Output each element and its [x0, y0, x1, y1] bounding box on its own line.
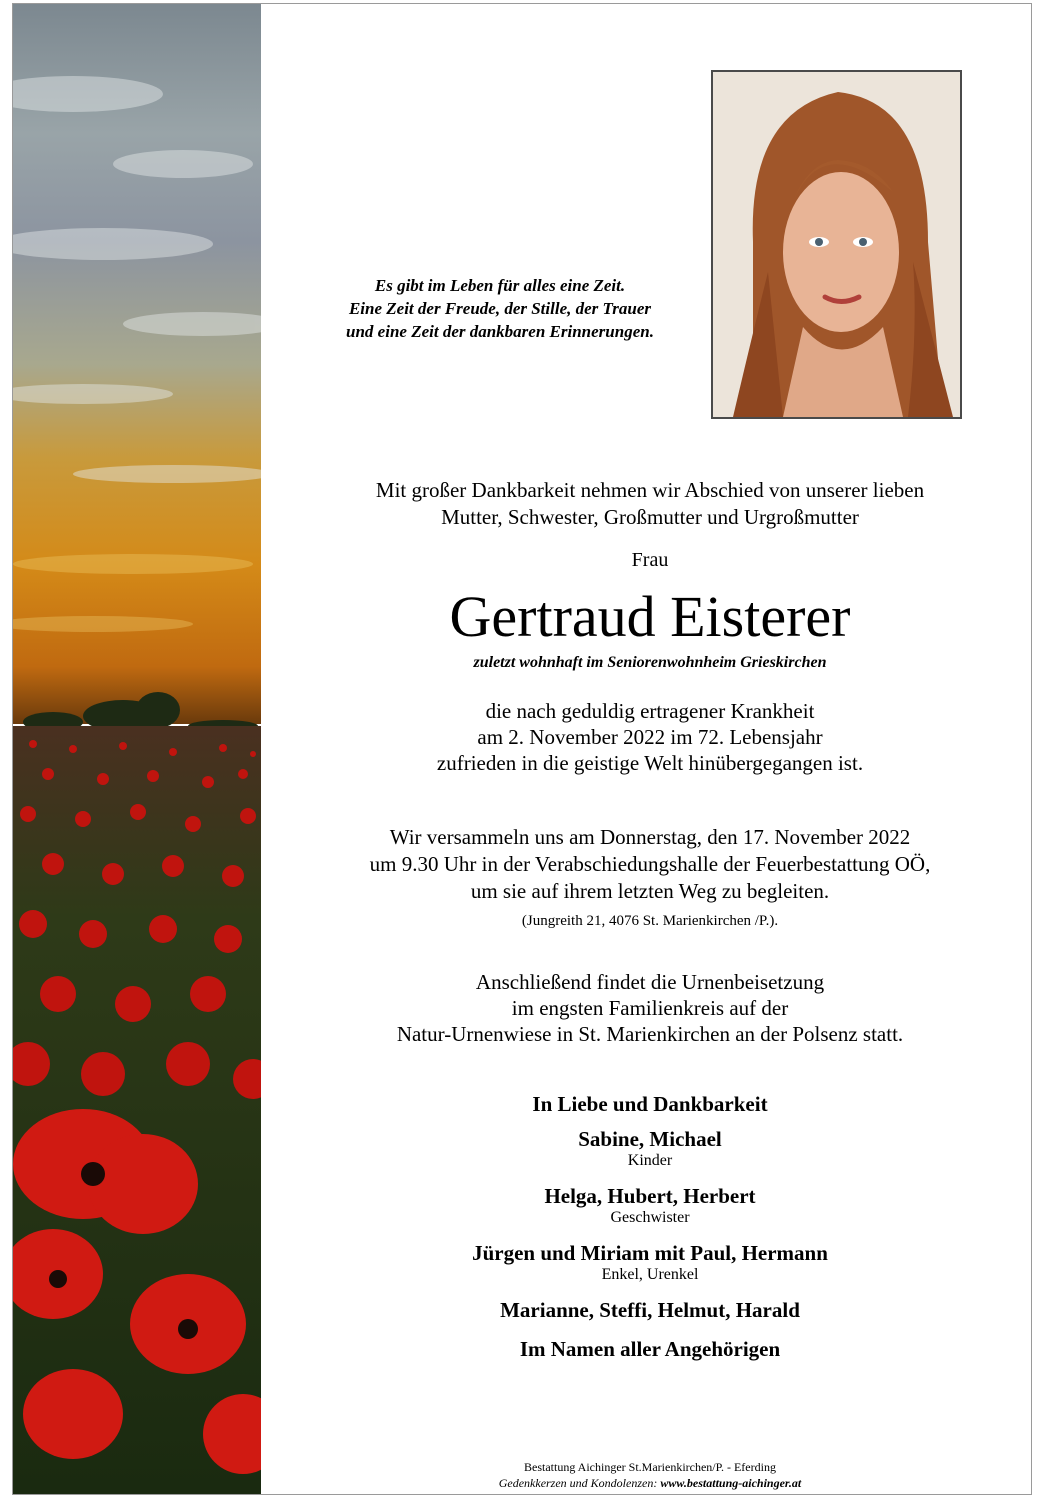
service-line: um 9.30 Uhr in der Verabschiedungshalle der Feuerbestattung OÖ, — [369, 852, 931, 876]
footer-condolences-label: Gedenkkerzen und Kondolenzen: — [498, 1476, 661, 1490]
quote-line: Eine Zeit der Freude, der Stille, der Trauer — [348, 299, 652, 318]
mourners-list — [300, 1127, 1000, 1362]
mourner-names: Helga, Hubert, Herbert — [544, 1184, 756, 1208]
poem-quote — [300, 274, 700, 343]
footer-website-link[interactable]: www.bestattung-aichinger.at — [660, 1476, 802, 1490]
intro-text — [300, 477, 1000, 531]
mourner-relation: Geschwister — [610, 1209, 690, 1226]
mourner-relation: Kinder — [627, 1152, 673, 1169]
burial-text — [300, 969, 1000, 1047]
intro-line: Mit großer Dankbarkeit nehmen wir Abschied von unserer lieben — [375, 478, 925, 502]
intro-line: Mutter, Schwester, Großmutter und Urgroßmutter — [441, 505, 859, 529]
burial-line: Anschließend findet die Urnenbeisetzung — [475, 970, 825, 994]
footer-condolences — [300, 1475, 1000, 1491]
mourners-heading: In Liebe und Dankbarkeit — [532, 1092, 768, 1116]
service-line: Wir versammeln uns am Donnerstag, den 17. November 2022 — [389, 825, 911, 849]
deceased-name: Gertraud Eisterer — [449, 584, 851, 649]
poppy-field-image — [13, 4, 261, 1494]
mourner-relation: Enkel, Urenkel — [601, 1266, 699, 1283]
passing-text — [300, 698, 1000, 776]
mourner-extra: Marianne, Steffi, Helmut, Harald — [500, 1298, 800, 1322]
quote-line: und eine Zeit der dankbaren Erinnerungen. — [346, 322, 654, 341]
service-line: um sie auf ihrem letzten Weg zu begleiten. — [470, 879, 830, 903]
passing-line: am 2. November 2022 im 72. Lebensjahr — [477, 725, 823, 749]
burial-line: Natur-Urnenwiese in St. Marienkirchen an der Polsenz statt. — [396, 1022, 904, 1046]
service-address: (Jungreith 21, 4076 St. Marienkirchen /P.). — [521, 913, 779, 929]
portrait-photo — [711, 70, 962, 419]
passing-line: zufrieden in die geistige Welt hinübergegangen ist. — [436, 751, 864, 775]
footer — [300, 1459, 1000, 1491]
mourner-names: Jürgen und Miriam mit Paul, Hermann — [472, 1241, 828, 1265]
quote-line: Es gibt im Leben für alles eine Zeit. — [374, 276, 626, 295]
passing-line: die nach geduldig ertragener Krankheit — [485, 699, 815, 723]
salutation: Frau — [631, 549, 669, 571]
mourner-closing: Im Namen aller Angehörigen — [519, 1337, 781, 1361]
mourner-names: Sabine, Michael — [578, 1127, 722, 1151]
residence-note: zuletzt wohnhaft im Seniorenwohnheim Grieskirchen — [473, 654, 827, 671]
burial-line: im engsten Familienkreis auf der — [511, 996, 789, 1020]
service-text — [300, 824, 1000, 905]
footer-funeral-home: Bestattung Aichinger St.Marienkirchen/P. - Eferding — [524, 1460, 776, 1474]
